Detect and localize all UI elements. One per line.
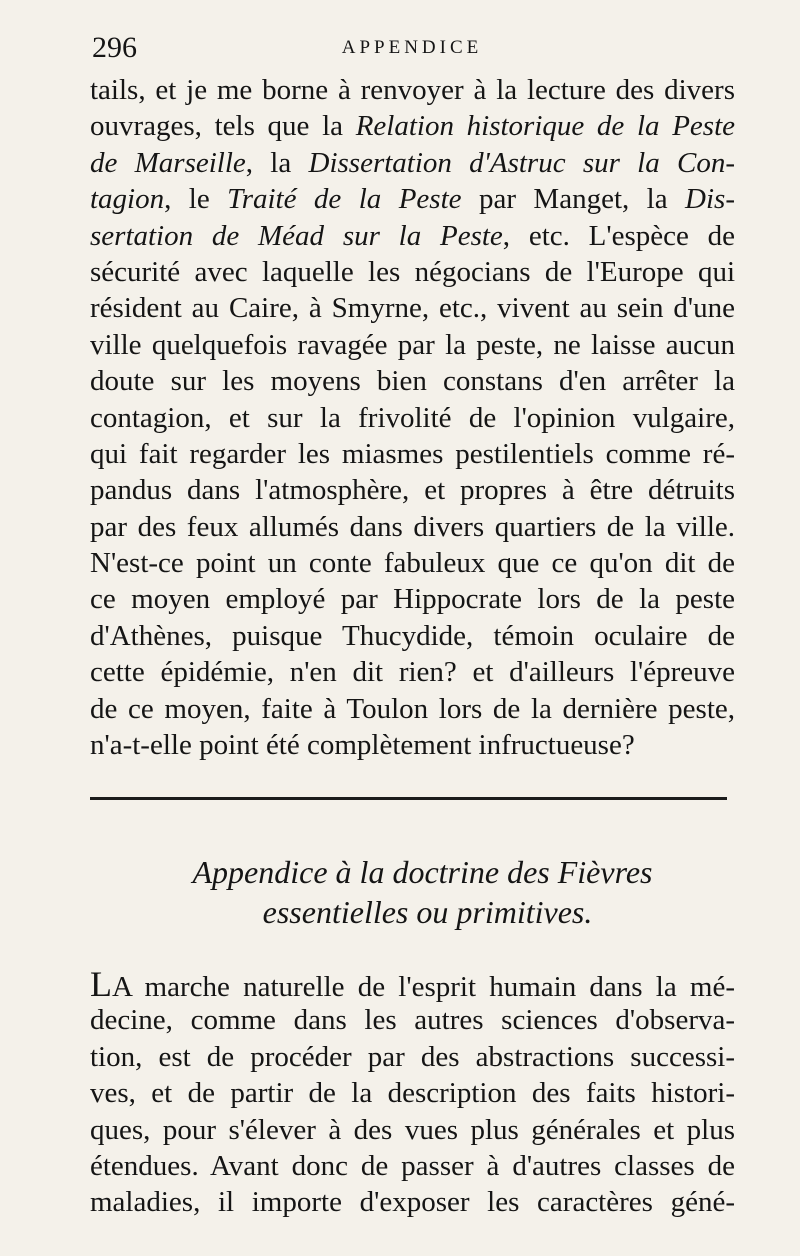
text-line: sécurité avec laquelle les négocians de l'Europe qui bbox=[90, 255, 735, 288]
section-title bbox=[90, 852, 735, 932]
text-line: maladies, il importe d'exposer les caractères géné- bbox=[90, 1186, 735, 1219]
text-line: qui fait regarder les miasmes pestilentiels comme ré- bbox=[90, 437, 735, 470]
text-line: ques, pour s'élever à des vues plus générales et plus bbox=[90, 1113, 735, 1146]
text-line: de ce moyen, faite à Toulon lors de la dernière peste, bbox=[90, 692, 735, 725]
text-line: résident au Caire, à Smyrne, etc., vivent au sein d'une bbox=[90, 292, 735, 325]
text-line: N'est-ce point un conte fabuleux que ce qu'on dit de bbox=[90, 547, 735, 580]
text-line: ves, et de partir de la description des faits histori- bbox=[90, 1077, 735, 1110]
drop-cap: L bbox=[90, 966, 112, 1003]
text-line: pandus dans l'atmosphère, et propres à être détruits bbox=[90, 474, 735, 507]
text-line: tails, et je me borne à renvoyer à la lecture des divers bbox=[90, 74, 735, 106]
section-title-line-1: Appendice à la doctrine des Fièvres bbox=[192, 854, 653, 890]
text-line: tagion, le Traité de la Peste par Manget, la Dis- bbox=[90, 183, 735, 216]
text-line: sertation de Méad sur la Peste, etc. L'espèce de bbox=[90, 219, 735, 252]
text-line: contagion, et sur la frivolité de l'opinion vulgaire, bbox=[90, 401, 735, 434]
text-line: LA marche naturelle de l'esprit humain dans la mé- bbox=[90, 966, 735, 1003]
text-line: de Marseille, la Dissertation d'Astruc sur la Con- bbox=[90, 146, 735, 179]
text-line: tion, est de procéder par des abstractions successi- bbox=[90, 1040, 735, 1073]
text-line: ville quelquefois ravagée par la peste, ne laisse aucun bbox=[90, 328, 735, 361]
text-line: ce moyen employé par Hippocrate lors de la peste bbox=[90, 583, 735, 616]
text-line: n'a-t-elle point été complètement infructueuse? bbox=[90, 729, 635, 762]
text-line: ouvrages, tels que la Relation historique de la Peste bbox=[90, 110, 735, 143]
text-line: par des feux allumés dans divers quartiers de la ville. bbox=[90, 510, 735, 543]
paragraph-plague-contagion bbox=[90, 72, 735, 763]
section-title-line-2: essentielles ou primitives. bbox=[262, 894, 593, 930]
text-line: decine, comme dans les autres sciences d'observa- bbox=[90, 1004, 735, 1037]
paragraph-fevers-intro bbox=[90, 966, 735, 1221]
section-divider bbox=[90, 797, 727, 800]
text-line: étendues. Avant donc de passer à d'autres classes de bbox=[90, 1149, 735, 1182]
text-line: d'Athènes, puisque Thucydide, témoin oculaire de bbox=[90, 619, 735, 652]
page-header bbox=[92, 30, 732, 66]
page-number: 296 bbox=[92, 31, 137, 64]
text-line: doute sur les moyens bien constans d'en arrêter la bbox=[90, 365, 735, 398]
text-line: cette épidémie, n'en dit rien? et d'ailleurs l'épreuve bbox=[90, 656, 735, 689]
running-head: APPENDICE bbox=[341, 37, 483, 58]
